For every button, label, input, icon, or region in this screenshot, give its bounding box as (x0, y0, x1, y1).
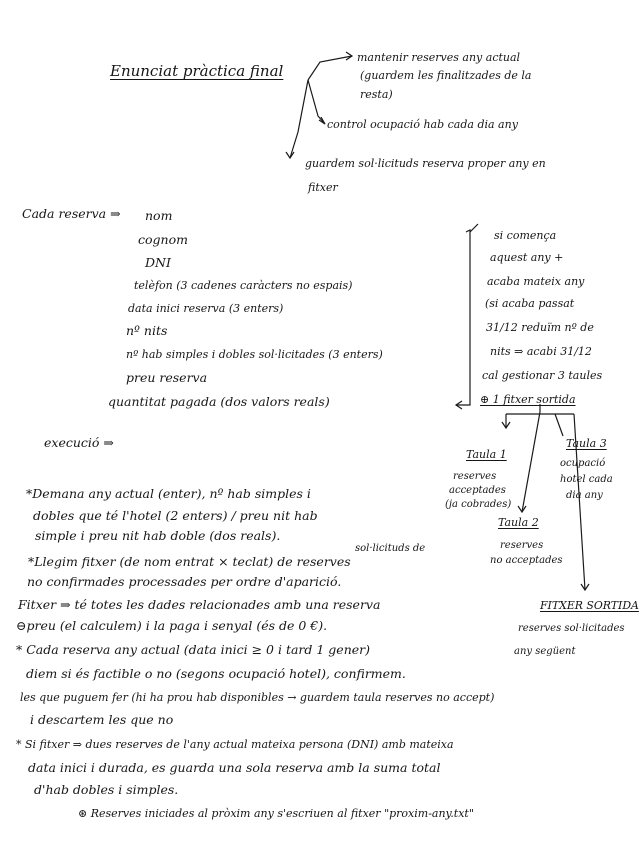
reserva-field-quantitat-pagada: quantitat pagada (dos valors reals) (108, 394, 330, 409)
body-line-4: *Llegim fitxer (de nom entrat × teclat) de reserves (28, 554, 351, 569)
execucio-label: execució ⇒ (44, 435, 114, 450)
goal-1-line-3: resta) (360, 88, 393, 101)
side-note-line-8: ⊕ 1 fitxer sortida (480, 393, 576, 406)
side-note-line-4: (si acaba passat (485, 297, 575, 310)
body-line-3: simple i preu nit hab doble (dos reals). (35, 528, 281, 543)
taula-3-desc-3: dia any (566, 490, 603, 501)
taula-3-name: Taula 3 (566, 437, 607, 450)
fitxer-sortida-desc-2: any següent (514, 646, 576, 657)
body-line-12: * Si fitxer ⇒ dues reserves de l'any actual mateixa persona (DNI) amb mateixa (16, 738, 454, 751)
body-line-1: *Demana any actual (enter), nº hab simples i (26, 486, 311, 501)
reserva-field-telefon: telèfon (3 cadenes caràcters no espais) (134, 279, 353, 292)
body-insert: sol·licituds de (355, 543, 426, 554)
body-line-5: no confirmades processades per ordre d'aparició. (27, 574, 342, 589)
body-line-7: ⊖preu (el calculem) i la paga i senyal (és de 0 €). (16, 618, 328, 633)
side-note-line-7: cal gestionar 3 taules (482, 369, 603, 382)
fitxer-sortida-name: FITXER SORTIDA (540, 599, 639, 612)
goal-3-line-1: guardem sol·licituds reserva proper any en (305, 157, 546, 170)
taula-1-desc-3: (ja cobrades) (445, 499, 512, 510)
taula-2-desc-1: reserves (500, 540, 544, 551)
goal-1-line-1: mantenir reserves any actual (357, 51, 521, 64)
side-note-line-3: acaba mateix any (487, 275, 585, 288)
taula-1-desc-1: reserves (453, 471, 497, 482)
taula-1-desc-2: acceptades (449, 485, 506, 496)
reserva-field-habitacions: nº hab simples i dobles sol·licitades (3 enters) (126, 348, 383, 361)
goal-2: control ocupació hab cada dia any (327, 118, 518, 131)
body-line-8: * Cada reserva any actual (data inici ≥ 0 i tard 1 gener) (16, 642, 370, 657)
fitxer-sortida-desc-1: reserves sol·licitades (518, 623, 625, 634)
reserva-field-data-inici: data inici reserva (3 enters) (128, 302, 284, 315)
reserva-field-dni: DNI (145, 255, 171, 270)
goal-1-line-2: (guardem les finalitzades de la (360, 69, 532, 82)
reserva-field-nits: nº nits (126, 323, 168, 338)
body-line-6: Fitxer ⇒ té totes les dades relacionades amb una reserva (18, 597, 381, 612)
side-note-line-1: si comença (494, 229, 557, 242)
taula-2-name: Taula 2 (498, 516, 539, 529)
body-line-10: les que puguem fer (hi ha prou hab disponibles → guardem taula reserves no accept) (20, 691, 495, 704)
taula-1-name: Taula 1 (466, 448, 507, 461)
reserva-field-cognom: cognom (138, 232, 188, 247)
body-line-15: ⊛ Reserves iniciades al pròxim any s'escriuen al fitxer "proxim-any.txt" (78, 807, 474, 820)
body-line-9: diem si és factible o no (segons ocupació hotel), confirmem. (26, 666, 406, 681)
side-note-line-5: 31/12 reduïm nº de (486, 321, 594, 334)
body-line-14: d'hab dobles i simples. (34, 782, 179, 797)
goal-3-line-2: fitxer (308, 181, 338, 194)
reserva-field-nom: nom (145, 208, 173, 223)
taula-2-desc-2: no acceptades (490, 555, 563, 566)
side-note-line-2: aquest any + (490, 251, 564, 264)
taula-3-desc-2: hotel cada (560, 474, 613, 485)
page-title: Enunciat pràctica final (110, 62, 284, 80)
taula-3-desc-1: ocupació (560, 458, 606, 469)
body-line-11: i descartem les que no (30, 712, 174, 727)
side-note-line-6: nits ⇒ acabi 31/12 (490, 345, 592, 358)
reserva-lead: Cada reserva ⇒ (22, 206, 121, 221)
reserva-field-preu: preu reserva (126, 370, 208, 385)
body-line-13: data inici i durada, es guarda una sola reserva amb la suma total (28, 760, 441, 775)
body-line-2: dobles que té l'hotel (2 enters) / preu nit hab (33, 508, 318, 523)
